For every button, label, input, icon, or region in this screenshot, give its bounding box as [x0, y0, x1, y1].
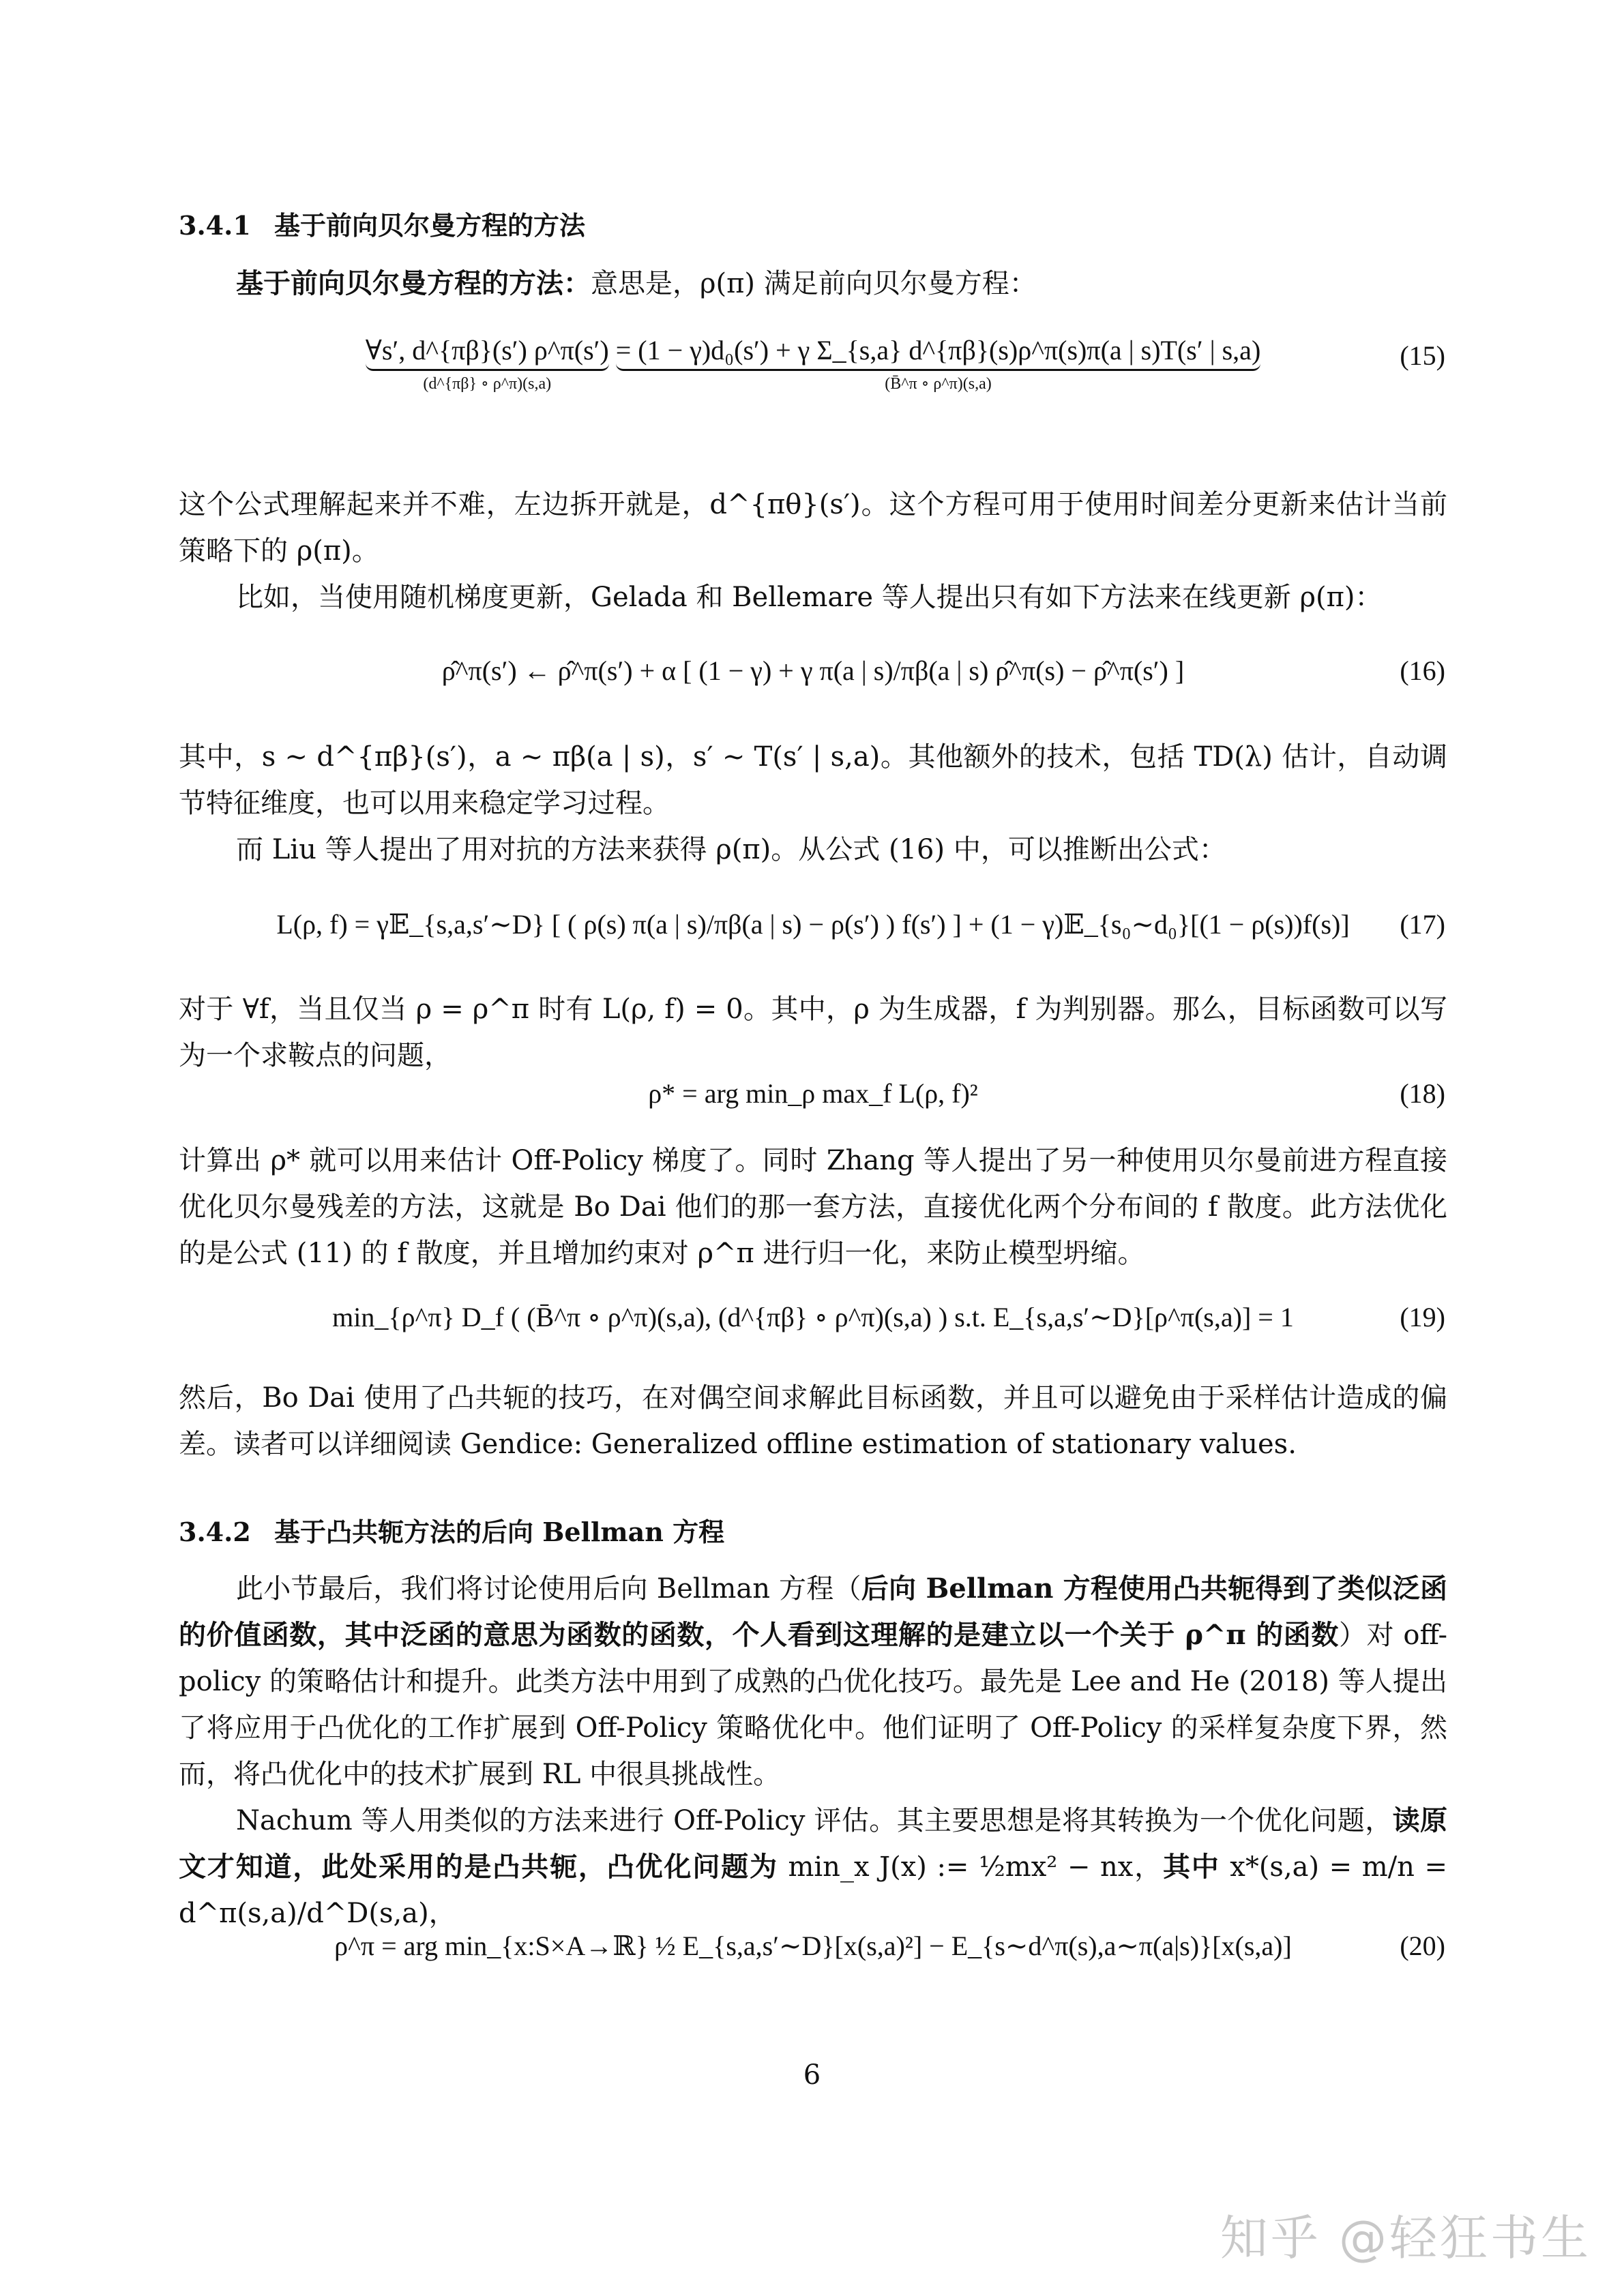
section-title: 基于前向贝尔曼方程的方法	[274, 210, 586, 241]
watermark: 知乎 @轻狂书生	[1220, 2210, 1591, 2266]
equation-15	[179, 334, 1447, 396]
equation-19: min_{ρ^π} D_f ( (B̄^π ∘ ρ^π)(s,a), (d^{πβ} ∘ ρ^π)(s,a) ) s.t. E_{s,a,s′∼D}[ρ^π(s,a)] = 1	[332, 1302, 1294, 1332]
paragraph-6: 对于 ∀f，当且仅当 ρ = ρ^π 时有 L(ρ, f) = 0。其中，ρ 为生成器，f 为判别器。那么，目标函数可以写为一个求鞍点的问题，	[179, 994, 1447, 1071]
eq15-label-left: (d^{πβ} ∘ ρ^π)(s,a)	[423, 375, 552, 393]
eq15-label-right: (B̄^π ∘ ρ^π)(s,a)	[885, 375, 992, 393]
paragraph-3: 比如，当使用随机梯度更新，Gelada 和 Bellemare 等人提出只有如下方法来在线更新 ρ(π)：	[236, 582, 1383, 613]
paragraph-8: 然后，Bo Dai 使用了凸共轭的技巧，在对偶空间求解此目标函数，并且可以避免由于采样估计造成的偏差。读者可以详细阅读 Gendice: Generalized offline estimation of stationary values.	[179, 1382, 1447, 1460]
paragraph-4: 其中，s ∼ d^{πβ}(s′)，a ∼ πβ(a | s)，s′ ∼ T(s′ | s,a)。其他额外的技术，包括 TD(λ) 估计，自动调节特征维度，也可以用来稳定学习过程。	[179, 741, 1447, 819]
equation-number: (20)	[1400, 1930, 1445, 1961]
paragraph-1-text: 意思是，ρ(π) 满足前向贝尔曼方程：	[591, 268, 1037, 299]
paragraph-1	[179, 260, 1447, 307]
section-number: 3.4.1	[179, 210, 251, 241]
paragraph-7: 计算出 ρ* 就可以用来估计 Off-Policy 梯度了。同时 Zhang 等人提出了另一种使用贝尔曼前进方程直接优化贝尔曼残差的方法，这就是 Bo Dai 他们的那一套方法，直接优化两个分布间的 f 散度。此方法优化的是公式 (11) 的 f 散度，并且增加约束对 ρ^π 进行归一化，来防止模型坍缩。	[179, 1145, 1447, 1269]
equation-17: L(ρ, f) = γ𝔼_{s,a,s′∼D} [ ( ρ(s) π(a | s)/πβ(a | s) − ρ(s′) ) f(s′) ] + (1 − γ)𝔼_{s₀∼d₀}[(1 − ρ(s))f(s)]	[276, 909, 1350, 940]
paragraph-10: Nachum 等人用类似的方法来进行 Off-Policy 评估。其主要思想是将其转换为一个优化问题，读原文才知道，此处采用的是凸共轭，凸优化问题为 min_x J(x) := ½mx² − nx，其中 x*(s,a) = m/n = d^π(s,a)/d^D(s,a)，	[179, 1804, 1448, 1929]
equation-number: (16)	[1400, 655, 1445, 686]
paragraph-9: 此小节最后，我们将讨论使用后向 Bellman 方程（后向 Bellman 方程使用凸共轭得到了类似泛函的价值函数，其中泛函的意思为函数的函数，个人看到这理解的是建立以一个关于 ρ^π 的函数）对 off-policy 的策略估计和提升。此类方法中用到了成熟的凸优化技巧。最先是 Lee and He (2018) 等人提出了将应用于凸优化的工作扩展到 Off-Policy 策略优化中。他们证明了 Off-Policy 的采样复杂度下界，然而，将凸优化中的技术扩展到 RL 中很具挑战性。	[179, 1572, 1447, 1790]
equation-18: ρ* = arg min_ρ max_f L(ρ, f)²	[648, 1078, 978, 1109]
eq15-lhs: ∀s′, d^{πβ}(s′) ρ^π(s′) (d^{πβ} ∘ ρ^π)(s,a)	[365, 335, 609, 393]
section-heading-3-4-2	[179, 1511, 724, 1549]
equation-16: ρ̂^π(s′) ← ρ̂^π(s′) + α [ (1 − γ) + γ π(a | s)/πβ(a | s) ρ̂^π(s) − ρ̂^π(s′) ]	[441, 655, 1185, 686]
section-heading-3-4-1	[179, 205, 585, 242]
paragraph-2: 这个公式理解起来并不难，左边拆开就是，d^{πθ}(s′)。这个方程可用于使用时间差分更新来估计当前策略下的 ρ(π)。	[179, 489, 1447, 567]
paragraph-1-bold: 基于前向贝尔曼方程的方法：	[236, 267, 591, 299]
paragraph-5: 而 Liu 等人提出了用对抗的方法来获得 ρ(π)。从公式 (16) 中，可以推断出公式：	[236, 834, 1226, 865]
section-title: 基于凸共轭方法的后向 Bellman 方程	[274, 1517, 725, 1547]
equation-number: (18)	[1400, 1078, 1445, 1109]
paragraph-10-bold: 读原文才知道，此处采用的是凸共轭，凸优化问题为	[179, 1804, 1448, 1883]
equation-number: (19)	[1400, 1302, 1445, 1332]
equation-20: ρ^π = arg min_{x:S×A→ℝ} ½ E_{s,a,s′∼D}[x(s,a)²] − E_{s∼d^π(s),a∼π(a|s)}[x(s,a)]	[334, 1930, 1292, 1961]
paragraph-9-bold: 后向 Bellman 方程使用凸共轭得到了类似泛函的价值函数，其中泛函的意思为函数的函数，个人看到这理解的是建立以一个关于 ρ^π 的函数	[179, 1572, 1447, 1651]
equation-number: (15)	[1400, 340, 1445, 371]
section-number: 3.4.2	[179, 1517, 251, 1547]
eq15-rhs: = (1 − γ)d₀(s′) + γ Σ_{s,a} d^{πβ}(s)ρ^π(s)π(a | s)T(s′ | s,a) (B̄^π ∘ ρ^π)(s,a)	[615, 335, 1261, 393]
page-number: 6	[803, 2059, 821, 2091]
equation-number: (17)	[1400, 909, 1445, 940]
